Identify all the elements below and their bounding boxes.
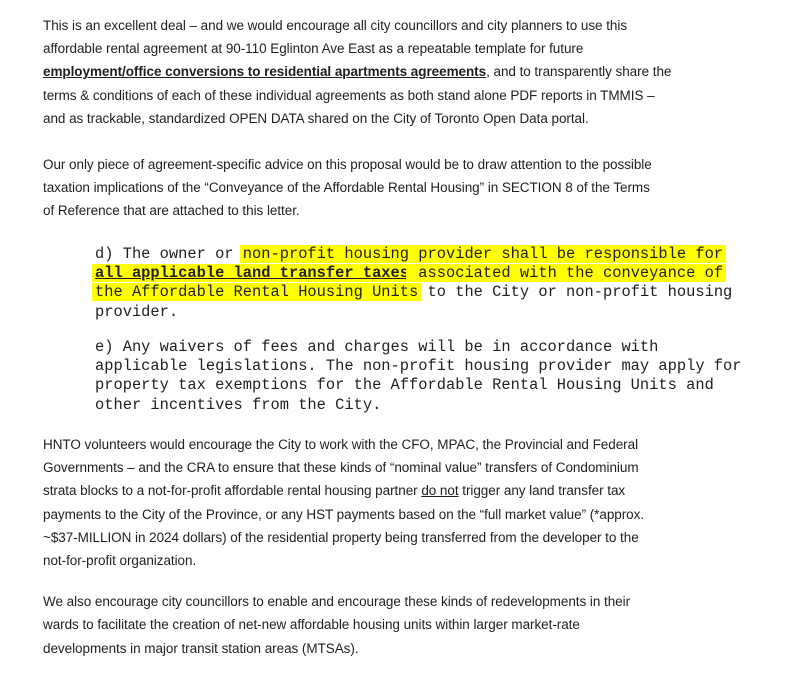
text-run: This is an excellent deal – and we would encourage all city councillors and city planners to use this [43,18,628,33]
intro-paragraph [43,14,764,130]
text-run: not-for-profit organization. [43,553,197,569]
hnto-paragraph [43,433,764,572]
text-run: to the City or non-profit housing [418,283,733,302]
text-run: We also encourage city councillors to enable and encourage these kinds of redevelopments in their [43,594,631,610]
text-line [43,37,764,60]
advice-paragraph [43,153,764,223]
text-run: ~$37-MILLION in 2024 dollars) of the residential property being transferred from the developer to the [43,529,639,545]
text-line [95,283,764,302]
text-line [43,84,764,107]
text-run: developments in major transit station areas (MTSAs). [43,640,359,656]
text-run: affordable rental agreement at 90-110 Eglinton Ave East as a repeatable template for future [43,41,584,57]
text-run: taxation implications of the “Conveyance of the Affordable Rental Housing” in SECTION 8 of the Terms [43,180,650,196]
text-run: of Reference that are attached to this letter. [43,203,300,219]
text-line [43,14,764,37]
text-line [43,590,764,613]
text-run: payments to the City of the Province, or any HST payments based on the “full market value” (*approx. [43,506,645,522]
text-line [43,613,764,636]
text-line [43,433,764,456]
text-line [43,637,764,660]
text-run: HNTO volunteers would encourage the City to work with the CFO, MPAC, the Provincial and Federal [43,437,639,452]
text-line [95,245,764,264]
text-run: terms & conditions of each of these individual agreements as both stand alone PDF reports in TMMIS – [43,87,655,103]
text-run: and as trackable, standardized OPEN DATA shared on the City of Toronto Open Data portal. [43,110,589,126]
text-line [43,549,764,572]
text-run: property tax exemptions for the Affordable Rental Housing Units and [95,376,714,395]
text-line [95,376,764,395]
closing-paragraph [43,590,764,660]
text-line [43,503,764,526]
text-run: e) Any waivers of fees and charges will be in accordance with [95,337,659,356]
text-run: other incentives from the City. [95,395,382,414]
text-run: strata blocks to a not-for-profit affordable rental housing partner [43,483,422,499]
text-line [43,456,764,479]
highlighted-text: the Affordable Rental Housing Units [95,283,419,302]
text-run: provider. [95,302,179,321]
text-line [95,338,764,357]
text-line [43,199,764,222]
text-line [43,176,764,199]
text-line [43,479,764,502]
text-line [43,526,764,549]
text-run: Governments – and the CRA to ensure that these kinds of “nominal value” transfers of Condominium [43,460,639,476]
text-run: d) The owner or [95,244,243,263]
text-line [95,357,764,376]
text-line [95,303,764,322]
document-body [43,14,764,660]
text-run: do not [421,483,459,499]
text-line [95,264,764,283]
text-run: applicable legislations. The non-profit housing provider may apply for [95,357,742,376]
text-line [43,153,764,176]
highlighted-text: non-profit housing provider shall be responsible for [242,244,724,263]
text-line [95,396,764,415]
highlighted-text: all applicable land transfer taxes [95,263,410,282]
text-run: employment/office conversions to residential apartments agreements [43,64,487,80]
text-run: wards to facilitate the creation of net-new affordable housing units within larger market-rate [43,617,580,633]
text-run: Our only piece of agreement-specific advice on this proposal would be to draw attention to the possible [43,157,652,173]
text-line [43,107,764,130]
terms-clause-d [95,245,764,322]
highlighted-text: associated with the conveyance of [409,263,724,282]
text-run: , and to transparently share the [486,64,672,80]
terms-clause-e [95,338,764,415]
text-run: trigger any land transfer tax [458,483,626,499]
text-line [43,60,764,83]
